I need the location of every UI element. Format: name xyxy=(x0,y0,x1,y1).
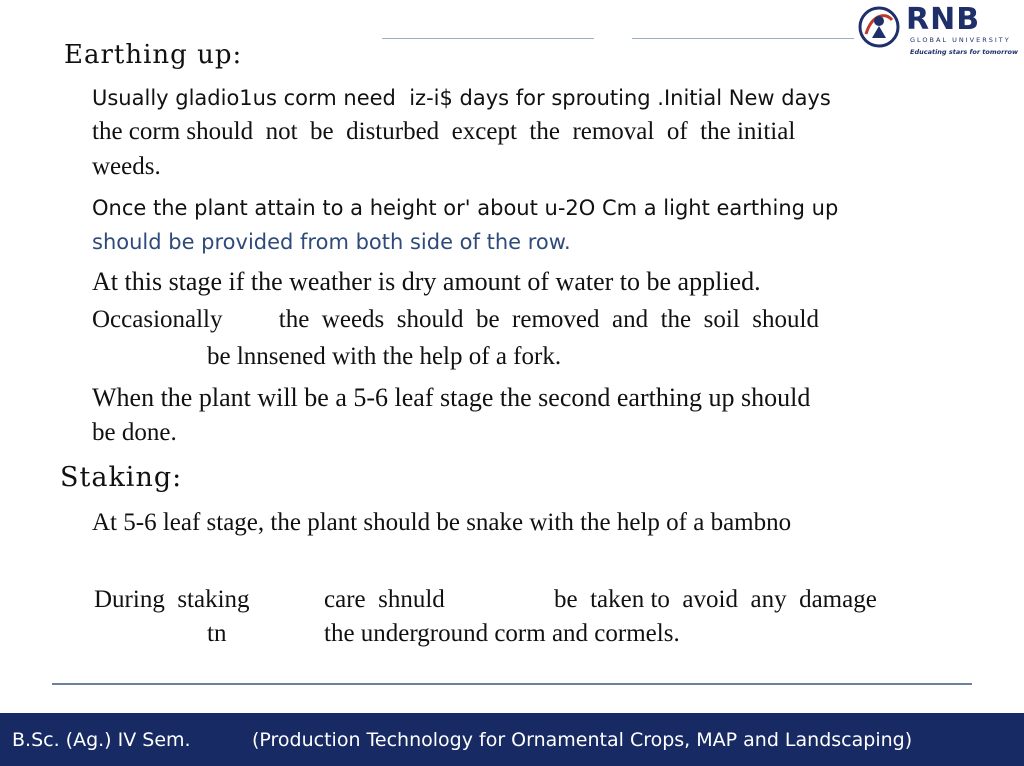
earthing-p4-line1: Occasionally the weeds should be removed and the soil should xyxy=(92,306,819,333)
earthing-p1-line3: weeds. xyxy=(92,153,161,180)
earthing-p5-line1: When the plant will be a 5-6 leaf stage the second earthing up should xyxy=(92,383,811,412)
earthing-p2-line1: Once the plant attain to a height or' about u-2O Cm a light earthing up xyxy=(92,196,839,220)
staking-p2-col2-line1: care shnuld xyxy=(324,586,445,613)
staking-p2-col1-line1: During staking xyxy=(94,586,250,613)
earthing-p1-line2: the corm should not be disturbed except the removal of the initial xyxy=(92,118,796,145)
staking-heading: Staking: xyxy=(60,462,183,493)
earthing-p3-line1: At this stage if the weather is dry amount of water to be applied. xyxy=(92,267,761,296)
footer-course-label: B.Sc. (Ag.) IV Sem. xyxy=(12,729,191,751)
staking-p2-col2-line2: the underground corm and cormels. xyxy=(324,620,680,647)
earthing-p1-line1: Usually gladio1us corm need iz-i$ days for sprouting .Initial New days xyxy=(92,86,831,110)
earthing-up-heading: Earthing up: xyxy=(64,40,243,70)
earthing-p4-line2: be lnnsened with the help of a fork. xyxy=(207,343,562,370)
staking-p2-col3-line1: be taken to avoid any damage xyxy=(554,586,877,613)
staking-p2-col1-line2: tn xyxy=(207,620,227,647)
logo-subtitle: GLOBAL UNIVERSITY xyxy=(910,36,1011,44)
logo-brand-text: RNB xyxy=(906,2,981,37)
rnb-emblem-icon xyxy=(856,4,902,50)
staking-p1-line1: At 5-6 leaf stage, the plant should be snake with the help of a bambno xyxy=(92,509,792,536)
university-logo xyxy=(856,4,1024,58)
earthing-p2-line2: should be provided from both side of the row. xyxy=(92,230,571,254)
header-rule-left xyxy=(382,38,594,39)
header-rule-right xyxy=(632,38,854,39)
logo-tagline: Educating stars for tomorrow xyxy=(910,48,1018,56)
footer-bar xyxy=(0,713,1024,766)
footer-divider xyxy=(52,683,972,685)
footer-subject-label: (Production Technology for Ornamental Crops, MAP and Landscaping) xyxy=(252,729,913,751)
earthing-p5-line2: be done. xyxy=(92,419,177,446)
